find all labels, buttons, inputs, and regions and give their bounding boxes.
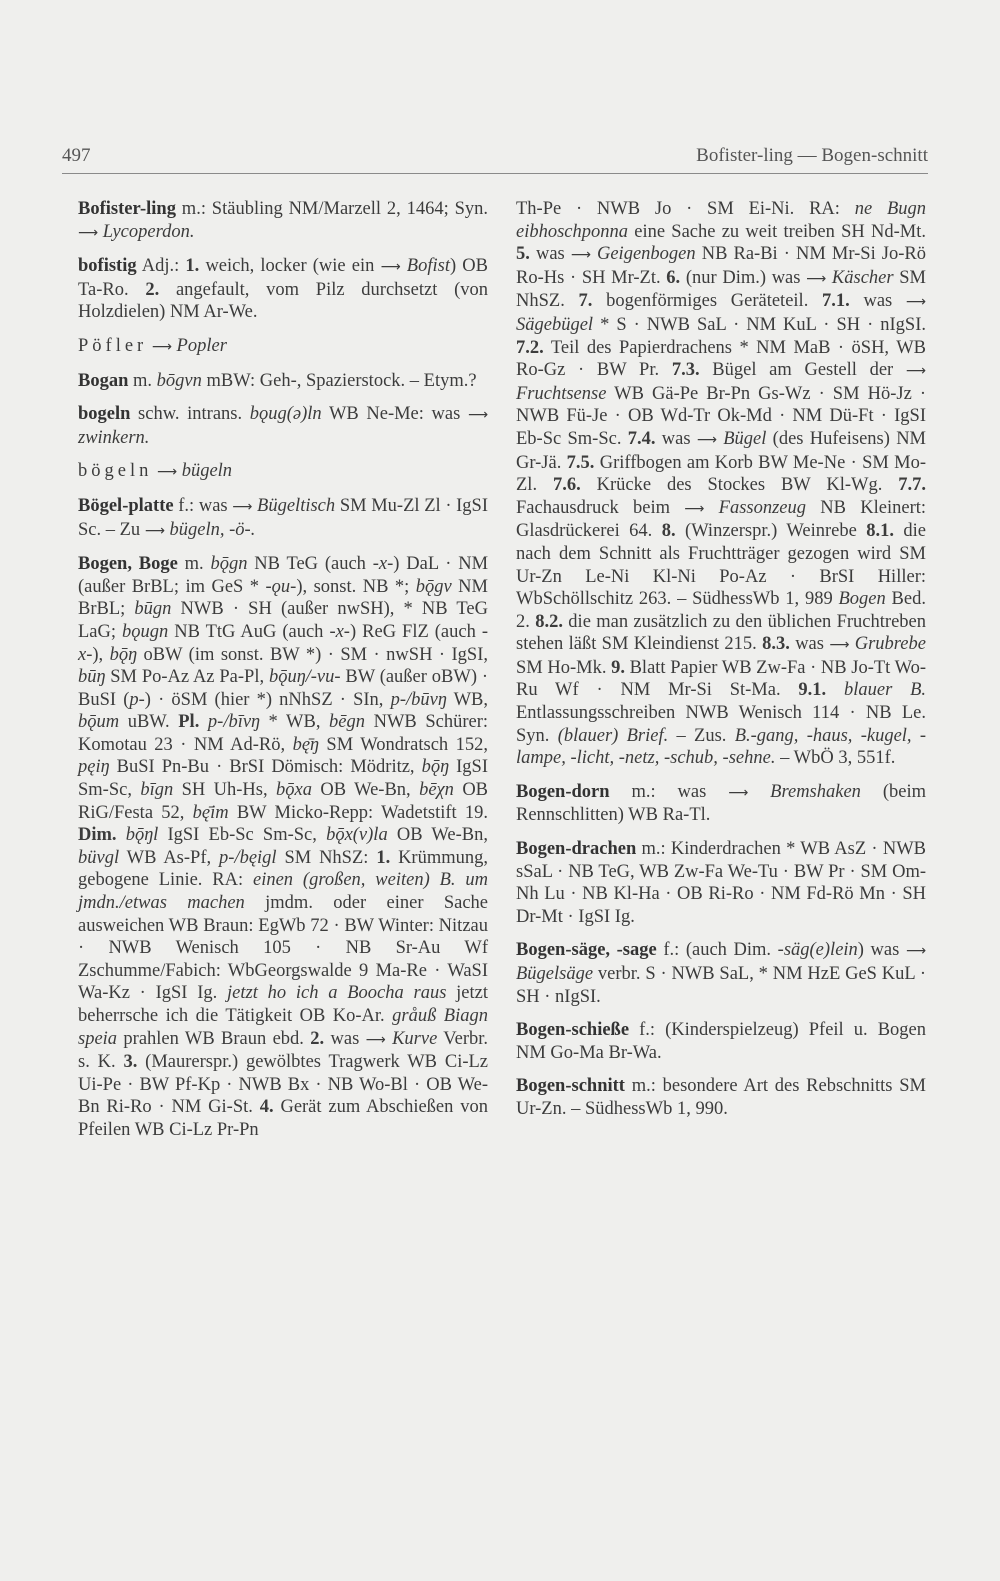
dictionary-entry: bofistig Adj.: 1. weich, locker (wie ein ⟶ Bofist) OB Ta-Ro. 2. angefault, vom Pilz durchsetzt (von Holzdielen) NM Ar-We. — [78, 256, 488, 323]
dictionary-entry: Bogen-säge, -sage f.: (auch Dim. -säg(e)lein) was ⟶ Bügelsäge verbr. S · NWB SaL, * NM HzE GeS KuL · SH · nIgSI. — [516, 940, 927, 1007]
dictionary-entry: Bofister-ling m.: Stäubling NM/Marzell 2, 1464; Syn. ⟶ Lycoperdon. — [78, 199, 488, 242]
dictionary-entry: Pöfler ⟶ Popler — [78, 335, 227, 356]
right-column — [516, 198, 926, 1132]
left-column — [78, 198, 488, 1153]
dictionary-entry: Bogen-drachen m.: Kinderdrachen * WB AsZ · NWB sSaL · NB TeG, WB Zw-Fa We-Tu · BW Pr · SM Om-Nh Lu · NB Kl-Ha · OB Ri-Ro · NM Fd-Rö Mn · SH Dr-Mt · IgSI Ig. — [516, 839, 926, 927]
dictionary-entry: Bögel-platte f.: was ⟶ Bügeltisch SM Mu-Zl Zl · IgSI Sc. – Zu ⟶ bügeln, -ö-. — [78, 495, 489, 540]
dictionary-entry: Bogan m. bōgvn mBW: Geh-, Spazierstock. – Etym.? — [78, 370, 477, 391]
dictionary-entry: Bogen-schnitt m.: besondere Art des Rebschnitts SM Ur-Zn. – SüdhessWb 1, 990. — [516, 1076, 926, 1119]
dictionary-entry: bögeln ⟶ bügeln — [78, 461, 233, 482]
page-number: 497 — [62, 145, 91, 166]
dictionary-entry: Th-Pe · NWB Jo · SM Ei-Ni. RA: ne Bugn eibhoschponna eine Sache zu weit treiben SH Nd-Mt. 5. was ⟶ Geigenbogen NB Ra-Bi · NM Mr-Si Jo-Rö Ro-Hs · SH Mr-Zt. 6. (nur Dim.) was ⟶ Käscher SM NhSZ. 7. bogenförmiges Geräteteil. 7.1. was ⟶ Sägebügel * S · NWB SaL · NM KuL · SH · nIgSI. 7.2. Teil des Papierdrachens * NM MaB · öSH, WB Ro-Gz · BW Pr. 7.3. Bügel am Gestell der ⟶ Fruchtsense WB Gä-Pe Br-Pn Gs-Wz · SM Hö-Jz · NWB Fü-Je · OB Wd-Tr Ok-Md · NM Dü-Ft · IgSI Eb-Sc Sm-Sc. 7.4. was ⟶ Bügel (des Hufeisens) NM Gr-Jä. 7.5. Griffbogen am Korb BW Me-Ne · SM Mo-Zl. 7.6. Krücke des Stockes BW Kl-Wg. 7.7. Fachausdruck beim ⟶ Fassonzeug NB Kleinert: Glasdrückerei 64. 8. (Winzerspr.) Weinrebe 8.1. die nach dem Schnitt als Fruchtträger gezogen wird SM Ur-Zn Le-Ni Kl-Ni Po-Az · BrSI Hiller: WbSchöllschitz 263. – SüdhessWb 1, 989 Bogen Bed. 2. 8.2. die man zusätzlich zu den üblichen Fruchtreben stehen läßt SM Kleindienst 215. 8.3. was ⟶ Grubrebe SM Ho-Mk. 9. Blatt Papier WB Zw-Fa · NB Jo-Tt Wo-Ru Wf · NM Mr-Si St-Ma. 9.1. blauer B. Entlassungsschreiben NWB Wenisch 114 · NB Le. Syn. (blauer) Brief. – Zus. B.-gang, -haus, -kugel, -lampe, -licht, -netz, -schub, -sehne. – WbÖ 3, 551f. — [516, 199, 927, 769]
dictionary-entry: Bogen-dorn m.: was ⟶ Bremshaken (beim Rennschlitten) WB Ra-Tl. — [516, 781, 926, 826]
dictionary-entry: Bogen-schieße f.: (Kinderspielzeug) Pfeil u. Bogen NM Go-Ma Br-Wa. — [516, 1020, 926, 1063]
dictionary-entry: bogeln schw. intrans. bǫug(ə)ln WB Ne-Me: was ⟶ zwinkern. — [78, 404, 489, 448]
dictionary-entry: Bogen, Boge m. bǭgn NB TeG (auch -x-) DaL · NM (außer BrBL; im GeS * -ǫu-), sonst. NB *; bǭgv NM BrBL; būgn NWB · SH (außer nwSH), * NB TeG LaG; bǫugn NB TtG AuG (auch -x-) ReG FlZ (auch -x-), bǭŋ oBW (im sonst. BW *) · SM · nwSH · IgSI, būŋ SM Po-Az Az Pa-Pl, bǭuŋ/-vu- BW (außer oBW) · BuSI (p-) · öSM (hier *) nNhSZ · SIn, p-/būvŋ WB, bǭum uBW. Pl. p-/bīvŋ * WB, bēgn NWB Schürer: Komotau 23 · NM Ad-Rö, bę̄ŋ SM Wondratsch 152, pęiŋ BuSI Pn-Bu · BrSI Dömisch: Mödritz, bǭŋ IgSI Sm-Sc, bīgn SH Uh-Hs, bǭxa OB We-Bn, bēχn OB RiG/Festa 52, bę̄im BW Micko-Repp: Wadetstift 19. Dim. bǭŋl IgSI Eb-Sc Sm-Sc, bǭx(v)la OB We-Bn, büvgl WB As-Pf, p-/bęigl SM NhSZ: 1. Krümmung, gebogene Linie. RA: einen (großen, weiten) B. um jmdn./etwas machen jmdm. oder einer Sache ausweichen WB Braun: EgWb 72 · BW Winter: Nitzau · NWB Wenisch 105 · NB Sr-Au Wf Zschumme/Fabich: WbGeorgswalde 9 Ma-Re · WaSI Wa-Kz · IgSI Ig. jetzt ho ich a Boocha raus jetzt beherrsche ich die Tätigkeit OB Ko-Ar. gråuß Biagn speia prahlen WB Braun ebd. 2. was ⟶ Kurve Verbr. s. K. 3. (Maurerspr.) gewölbtes Tragwerk WB Ci-Lz Ui-Pe · BW Pf-Kp · NWB Bx · NB Wo-Bl · OB We-Bn Ri-Ro · NM Gi-St. 4. Gerät zum Abschießen von Pfeilen WB Ci-Lz Pr-Pn — [78, 554, 489, 1140]
running-title: Bofister-ling — Bogen-schnitt — [696, 145, 928, 166]
page-header — [62, 143, 928, 174]
